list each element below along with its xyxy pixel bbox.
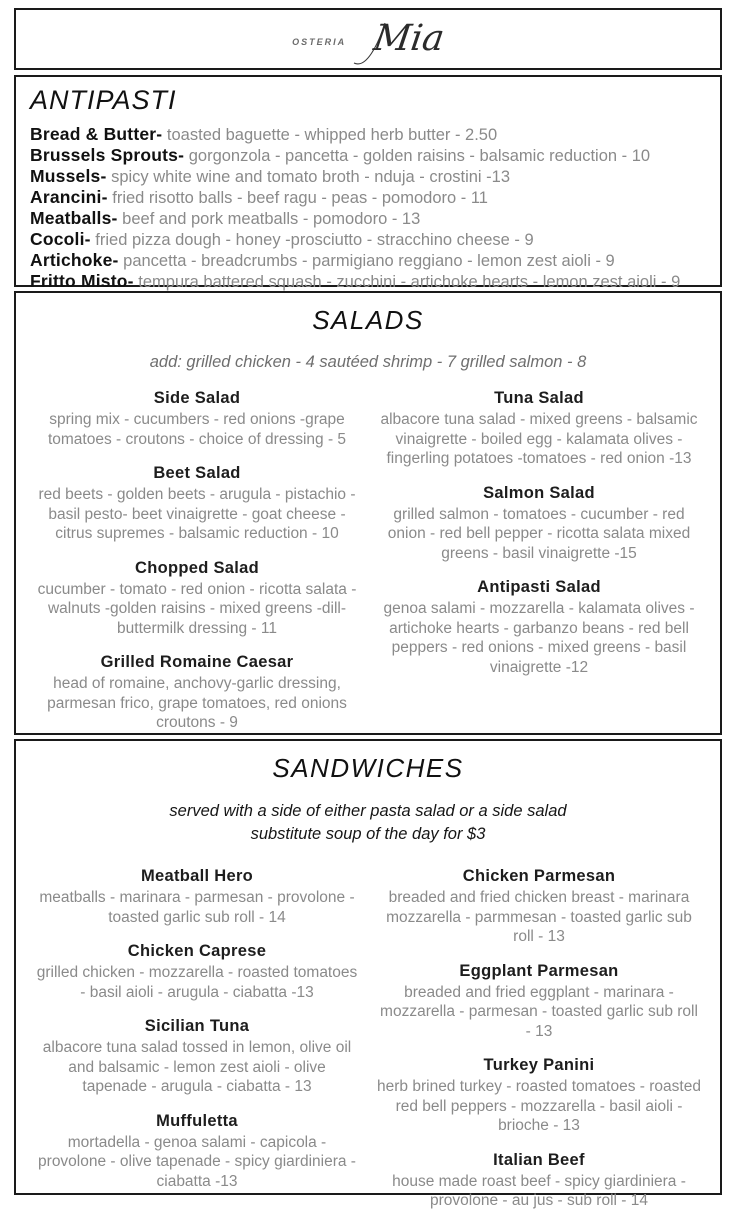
logo-osteria-text: OSTERIA xyxy=(292,37,347,47)
menu-item-desc: genoa salami - mozzarella - kalamata olives - artichoke hearts - garbanzo beans - red bell peppers - red onions - mixed greens - basil vinaigrette -12 xyxy=(383,600,695,676)
menu-item-title: Tuna Salad xyxy=(494,389,584,407)
menu-item-title: Meatball Hero xyxy=(140,867,254,885)
menu-item-name: Meatballs- xyxy=(30,208,118,228)
sandwiches-note-line2: substitute soup of the day for $3 xyxy=(250,825,486,843)
menu-item-desc: toasted baguette - whipped herb butter - 2.50 xyxy=(166,126,498,144)
menu-item-desc: breaded and fried chicken breast - marinara mozzarella - parmmesan - toasted garlic sub roll - 13 xyxy=(386,889,692,945)
menu-item-meatball-hero xyxy=(34,866,360,927)
menu-item-name: Bread & Butter- xyxy=(30,124,163,144)
menu-item-name: Fritto Misto- xyxy=(30,271,134,291)
menu-item-chicken-caprese xyxy=(34,941,360,1002)
antipasti-section-title: ANTIPASTI xyxy=(30,85,177,115)
sandwiches-right-column xyxy=(368,866,710,1225)
menu-item-title: Side Salad xyxy=(153,389,241,407)
menu-item-desc: mortadella - genoa salami - capicola - provolone - olive tapenade - spicy giardiniera - ciabatta -13 xyxy=(38,1133,356,1190)
sandwiches-columns xyxy=(26,866,710,1225)
salads-section-title: SALADS xyxy=(312,305,424,335)
menu-item-title: Turkey Panini xyxy=(483,1056,595,1074)
menu-item-sicilian-tuna xyxy=(34,1016,360,1097)
menu-item-name: Brussels Sprouts- xyxy=(30,145,185,165)
menu-item-desc: tempura battered squash - zucchini - artichoke hearts - lemon zest aioli - 9 xyxy=(138,273,681,291)
menu-item-desc: red beets - golden beets - arugula - pistachio - basil pesto- beet vinaigrette - goat cheese - citrus supremes - balsamic reduction - 10 xyxy=(38,486,356,542)
menu-item-title: Sicilian Tuna xyxy=(144,1017,250,1035)
menu-item-title: Italian Beef xyxy=(493,1150,585,1169)
menu-item-desc: house made roast beef - spicy giardiniera - provolone - au jus - sub roll - 14 xyxy=(392,1172,686,1209)
menu-item-eggplant-parmesan xyxy=(376,961,702,1042)
menu-item-mussels xyxy=(30,166,708,187)
menu-item-desc: grilled salmon - tomatoes - cucumber - red onion - red bell pepper - ricotta salata mixed greens - basil vinaigrette -15 xyxy=(387,505,691,562)
menu-item-title: Beet Salad xyxy=(153,464,241,482)
menu-item-desc: head of romaine, anchovy-garlic dressing, parmesan frico, grape tomatoes, red onions croutons - 9 xyxy=(47,675,347,731)
menu-item-bread-and-butter xyxy=(30,124,708,145)
menu-item-tuna-salad xyxy=(376,388,702,469)
menu-item-desc: spicy white wine and tomato broth - nduja - crostini -13 xyxy=(111,168,511,186)
menu-item-artichoke xyxy=(30,250,708,271)
menu-item-name: Artichoke- xyxy=(30,250,119,270)
menu-item-antipasti-salad xyxy=(376,577,702,677)
sandwiches-left-column xyxy=(26,866,368,1225)
menu-item-title: Chicken Parmesan xyxy=(462,867,616,885)
menu-item-italian-beef xyxy=(376,1150,702,1211)
menu-item-title: Grilled Romaine Caesar xyxy=(100,653,294,671)
menu-item-title: Eggplant Parmesan xyxy=(459,961,619,980)
menu-item-desc: gorgonzola - pancetta - golden raisins - balsamic reduction - 10 xyxy=(188,147,651,165)
menu-item-desc: herb brined turkey - roasted tomatoes - roasted red bell peppers - mozzarella - basil aioli - brioche - 13 xyxy=(377,1078,701,1134)
menu-item-desc: spring mix - cucumbers - red onions -grape tomatoes - croutons - choice of dressing - 5 xyxy=(47,411,347,448)
menu-item-cocoli xyxy=(30,229,708,250)
sandwiches-section-title: SANDWICHES xyxy=(272,753,464,783)
salads-right-column xyxy=(368,388,710,747)
menu-item-name: Arancini- xyxy=(30,187,108,207)
menu-item-title: Muffuletta xyxy=(156,1111,238,1130)
menu-item-brussels-sprouts xyxy=(30,145,708,166)
menu-item-meatballs xyxy=(30,208,708,229)
sandwiches-section xyxy=(14,739,722,1209)
menu-item-name: Mussels- xyxy=(30,166,107,186)
salads-columns xyxy=(26,388,710,747)
menu-item-grilled-romaine-caesar xyxy=(34,652,360,733)
menu-item-desc: fried risotto balls - beef ragu - peas - pomodoro - 11 xyxy=(112,189,488,207)
logo-header-box xyxy=(14,8,722,70)
logo-mia-script: Mia xyxy=(371,18,447,59)
menu-item-desc: beef and pork meatballs - pomodoro - 13 xyxy=(122,210,421,228)
salads-left-column xyxy=(26,388,368,747)
menu-item-title: Salmon Salad xyxy=(483,483,595,502)
salads-addons-note: add: grilled chicken - 4 sautéed shrimp - 7 grilled salmon - 8 xyxy=(149,353,587,371)
menu-item-desc: albacore tuna salad - mixed greens - balsamic vinaigrette - boiled egg - kalamata olives - fingerling potatoes -tomatoes - red onion -13 xyxy=(380,411,698,467)
menu-item-chopped-salad xyxy=(34,558,360,639)
menu-item-title: Chicken Caprese xyxy=(127,942,267,960)
menu-item-desc: albacore tuna salad tossed in lemon, olive oil and balsamic - lemon zest aioli - olive tapenade - arugula - ciabatta - 13 xyxy=(42,1039,352,1095)
menu-item-salmon-salad xyxy=(376,483,702,564)
menu-item-turkey-panini xyxy=(376,1055,702,1136)
menu-item-desc: cucumber - tomato - red onion - ricotta salata - walnuts -golden raisins - mixed greens -dill-buttermilk dressing - 11 xyxy=(37,580,357,637)
menu-item-beet-salad xyxy=(34,463,360,544)
sandwiches-note xyxy=(26,800,710,846)
menu-item-desc: meatballs - marinara - parmesan - provolone - toasted garlic sub roll - 14 xyxy=(39,889,355,926)
menu-item-arancini xyxy=(30,187,708,208)
menu-item-title: Antipasti Salad xyxy=(477,578,601,596)
menu-item-muffuletta xyxy=(34,1111,360,1192)
salads-section xyxy=(14,291,722,735)
menu-item-desc: grilled chicken - mozzarella - roasted tomatoes - basil aioli - arugula - ciabatta -13 xyxy=(36,964,358,1001)
menu-item-fritto-misto xyxy=(30,271,708,292)
menu-item-desc: fried pizza dough - honey -prosciutto - stracchino cheese - 9 xyxy=(95,231,534,249)
menu-item-chicken-parmesan xyxy=(376,866,702,947)
menu-item-title: Chopped Salad xyxy=(135,558,259,577)
menu-item-name: Cocoli- xyxy=(30,229,91,249)
menu-item-desc: breaded and fried eggplant - marinara - mozzarella - parmesan - toasted garlic sub roll - 13 xyxy=(380,983,698,1040)
menu-item-side-salad xyxy=(34,388,360,449)
sandwiches-note-line1: served with a side of either pasta salad or a side salad xyxy=(169,802,567,820)
menu-item-desc: pancetta - breadcrumbs - parmigiano reggiano - lemon zest aioli - 9 xyxy=(123,252,615,270)
antipasti-section xyxy=(14,75,722,291)
restaurant-logo xyxy=(358,11,447,67)
